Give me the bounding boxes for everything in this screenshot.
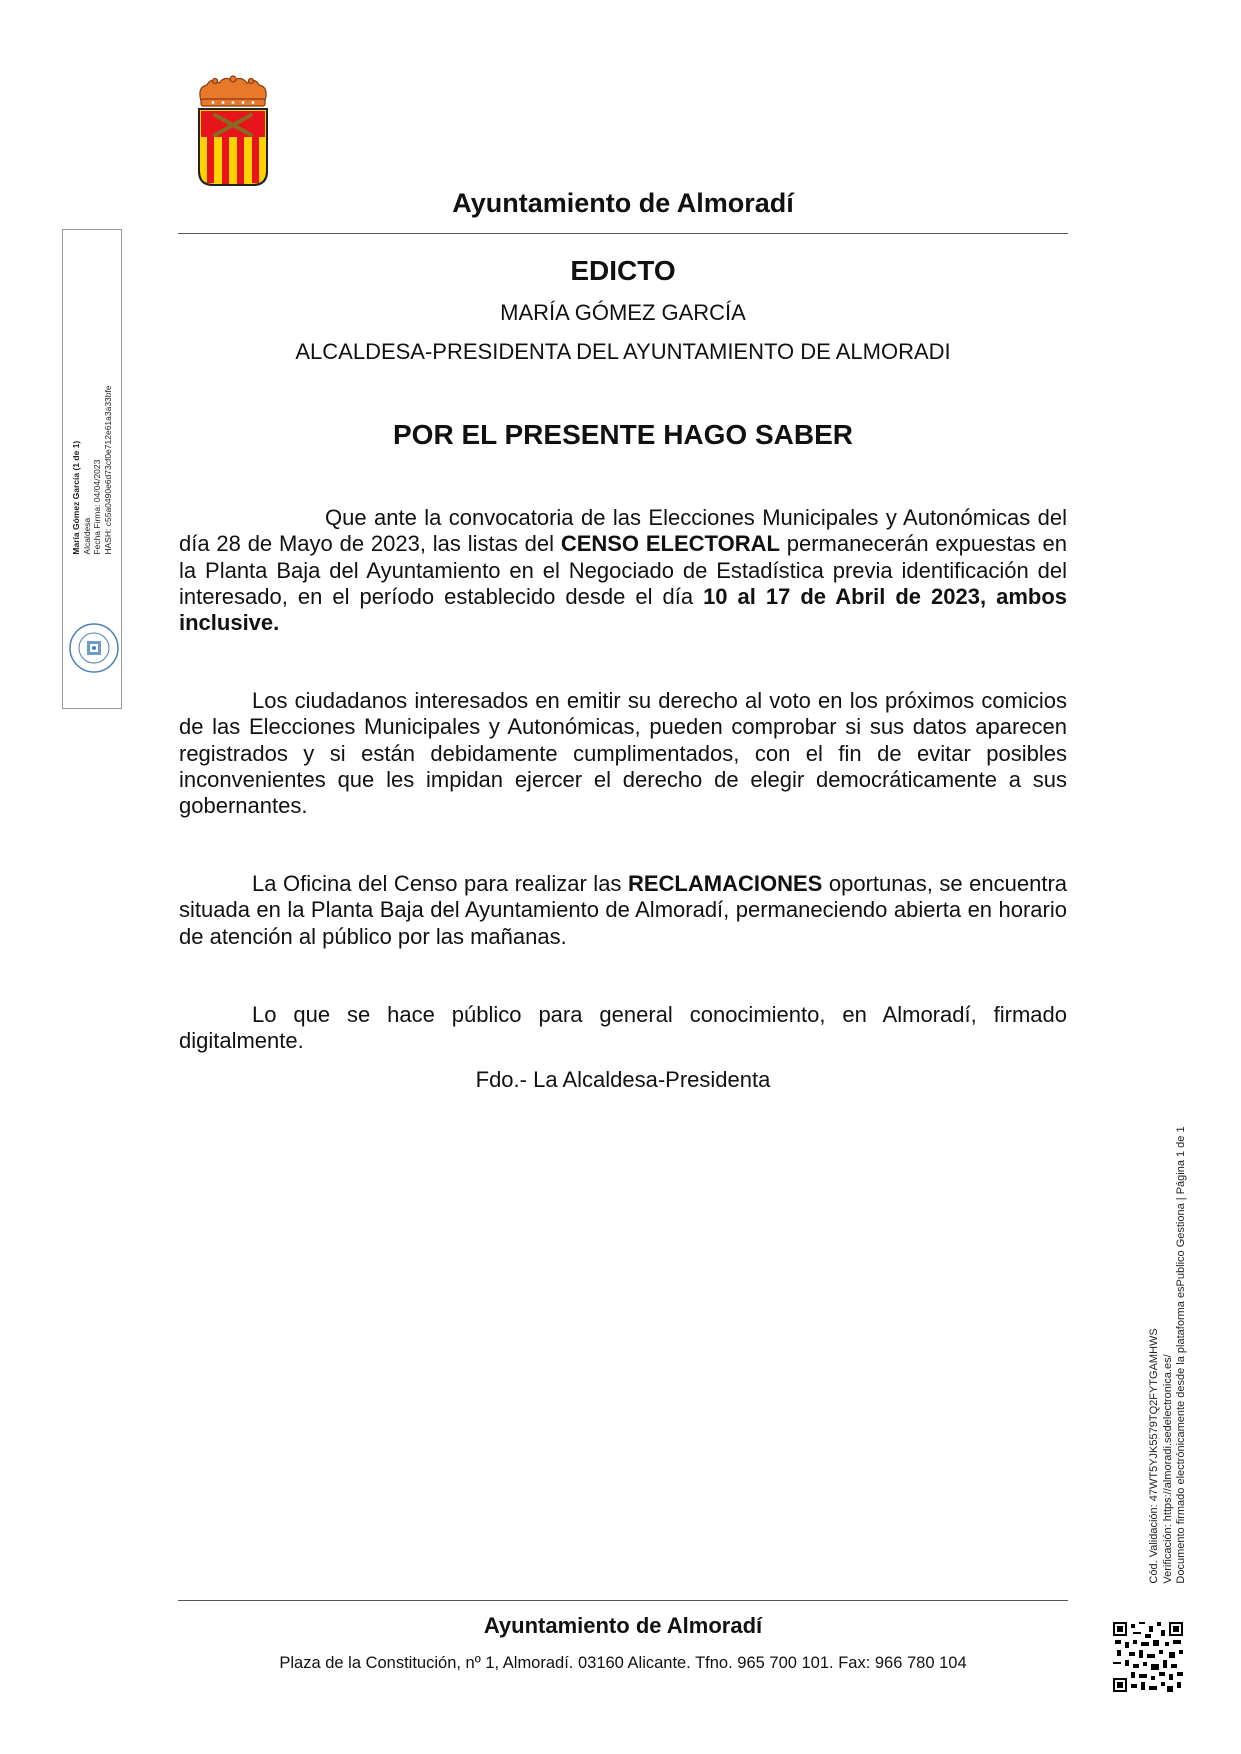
signer-name: María Gómez García (1 de 1) bbox=[71, 440, 81, 555]
paragraph-claims-office bbox=[179, 871, 1067, 950]
footer-title: Ayuntamiento de Almoradí bbox=[483, 1613, 763, 1638]
paragraph-census-exposure bbox=[179, 505, 1067, 636]
bold-text: CENSO ELECTORAL bbox=[560, 531, 780, 557]
footer-divider bbox=[178, 1600, 1068, 1601]
paragraph-text: La Oficina del Censo para realizar las bbox=[252, 871, 628, 896]
header-divider bbox=[178, 233, 1068, 234]
paragraph-text: Que ante la convocatoria de las Elecciones Municipales y Autonómicas del día 28 de Mayo de 2023, las listas del bbox=[179, 505, 1067, 557]
paragraph-text: Los ciudadanos interesados en emitir su derecho al voto en los próximos comicios de las Elecciones Municipales y Autonómicas, pueden comprobar si sus datos aparecen registrados y si están debidamente cumplimentados, con el fin de evitar posibles inconvenientes que les impidan ejercer el derecho de elegir democráticamente a sus gobernantes. bbox=[179, 688, 1067, 819]
footer-address: Plaza de la Constitución, nº 1, Almoradí. 03160 Alicante. Tfno. 965 700 101. Fax: 966 780 104 bbox=[279, 1654, 967, 1672]
paragraph-citizens bbox=[179, 688, 1067, 819]
paragraph-closing bbox=[179, 1002, 1067, 1055]
mayor-name: MARÍA GÓMEZ GARCÍA bbox=[500, 300, 746, 325]
verification-text bbox=[1148, 1126, 1189, 1583]
qr-code-icon bbox=[1113, 1622, 1183, 1692]
signature-stamp-text bbox=[71, 385, 113, 554]
mayor-role: ALCALDESA-PRESIDENTA DEL AYUNTAMIENTO DE ALMORADI bbox=[295, 339, 951, 364]
document-title: EDICTO bbox=[570, 255, 676, 286]
signature-hash: HASH: c55a0490e6d73cf0e712e61a3a33bfe bbox=[102, 385, 113, 555]
document-signed-note: Documento firmado electrónicamente desde la plataforma esPublico Gestiona | Página 1 de 1 bbox=[1174, 1126, 1187, 1584]
verification-url: Verificación: https://almoradi.sedelectronica.es/ bbox=[1161, 1354, 1174, 1584]
announcement-heading: POR EL PRESENTE HAGO SABER bbox=[392, 419, 853, 450]
paragraph-text: Lo que se hace público para general conocimiento, en Almoradí, firmado digitalmente. bbox=[179, 1002, 1067, 1054]
signature-line: Fdo.- La Alcaldesa-Presidenta bbox=[475, 1067, 771, 1092]
signer-role: Alcaldesa bbox=[81, 517, 92, 555]
header-title: Ayuntamiento de Almoradí bbox=[452, 188, 794, 218]
coat-of-arms-logo bbox=[193, 75, 273, 187]
paragraph-text: oportunas, se encuentra situada en la Planta Baja del Ayuntamiento de Almoradí, permaneciendo abierta en horario de atención al público por las mañanas. bbox=[179, 871, 1068, 949]
validation-code: Cód. Validación: 47WT5YJK5579TQ2FYTGAMHWS bbox=[1147, 1328, 1160, 1584]
paragraph-text: permanecerán expuestas en la Planta Baja del Ayuntamiento en el Negociado de Estadística previa identificación del interesado, en el período establecido desde el día bbox=[179, 531, 1067, 609]
bold-text: RECLAMACIONES bbox=[627, 871, 823, 896]
signature-date: Fecha Firma: 04/04/2023 bbox=[92, 459, 102, 555]
bold-text: 10 al 17 de Abril de 2023, ambos inclusive. bbox=[179, 583, 1068, 636]
official-seal-icon bbox=[68, 622, 120, 674]
